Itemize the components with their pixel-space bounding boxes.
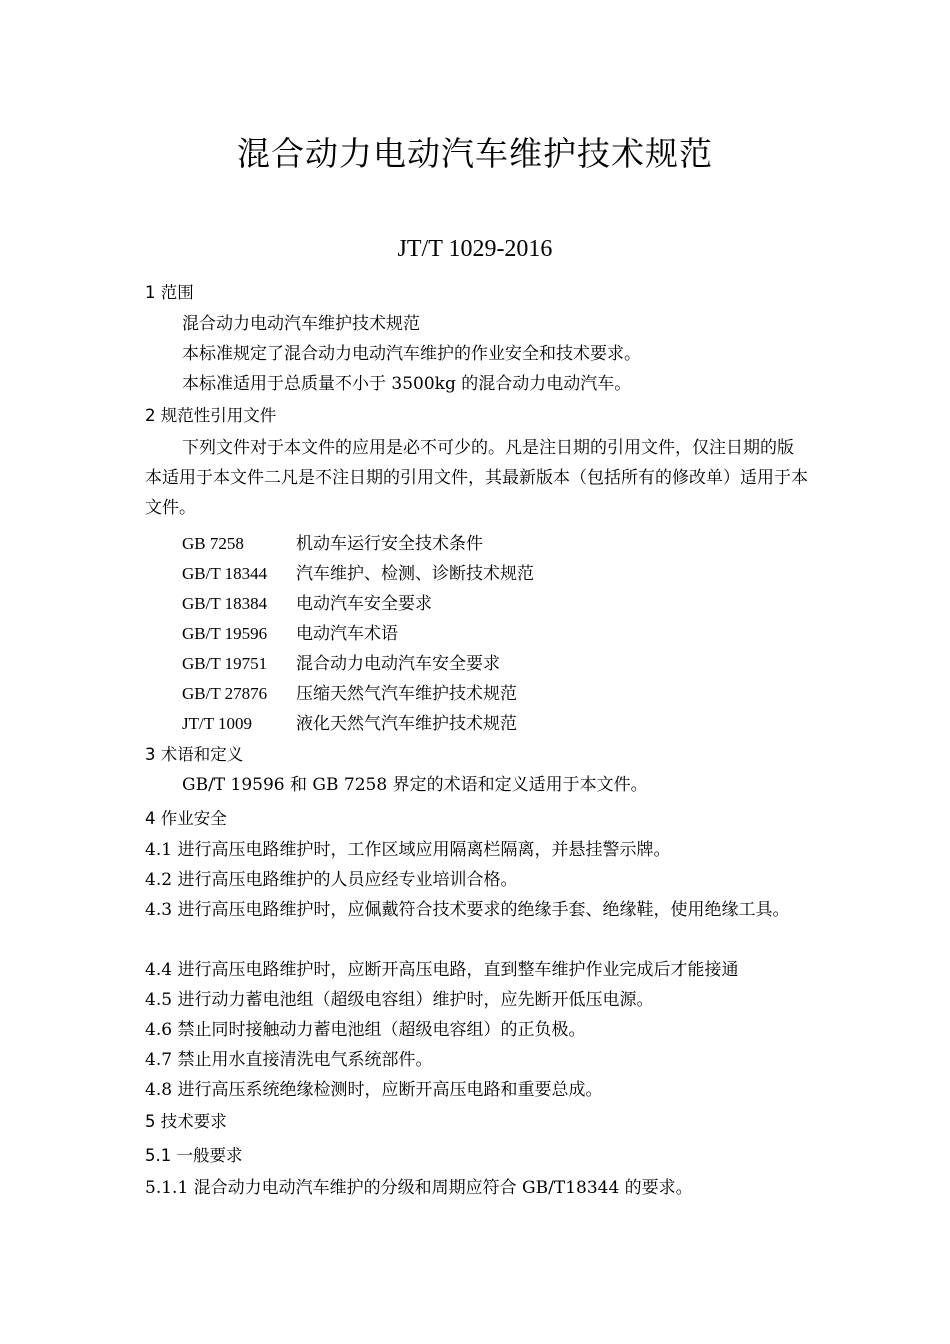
reference-code: GB/T 18344 (182, 564, 268, 583)
reference-code: GB/T 27876 (182, 684, 268, 703)
safety-item: 4.4 进行高压电路维护时，应断开高压电路，直到整车维护作业完成后才能接通 (145, 960, 739, 980)
reference-code: GB/T 18384 (182, 594, 268, 613)
section-heading-technical: 5 技术要求 (145, 1112, 227, 1131)
reference-item (182, 679, 517, 704)
section-heading-references: 2 规范性引用文件 (145, 406, 277, 425)
safety-item: 4.2 进行高压电路维护的人员应经专业培训合格。 (145, 870, 518, 890)
reference-item (182, 589, 432, 614)
reference-item (182, 559, 534, 584)
reference-title: 混合动力电动汽车安全要求 (296, 654, 500, 674)
references-intro: 下列文件对于本文件的应用是必不可少的。凡是注日期的引用文件，仅注日期的版本适用于本文件二凡是不注日期的引用文件，其最新版本（包括所有的修改单）适用于本文件。 (145, 438, 808, 518)
reference-title: 压缩天然气汽车维护技术规范 (296, 684, 517, 704)
terms-paragraph: GB/T 19596 和 GB 7258 界定的术语和定义适用于本文件。 (182, 775, 648, 795)
reference-item (182, 709, 517, 734)
reference-item (182, 649, 500, 674)
document-title: 混合动力电动汽车维护技术规范 (237, 134, 713, 173)
subsection-heading-general: 5.1 一般要求 (145, 1146, 243, 1165)
scope-paragraph-1: 混合动力电动汽车维护技术规范 (182, 314, 420, 334)
reference-title: 电动汽车术语 (296, 624, 398, 644)
reference-title: 汽车维护、检测、诊断技术规范 (296, 564, 534, 584)
reference-title: 液化天然气汽车维护技术规范 (296, 714, 517, 734)
standard-code: JT/T 1029-2016 (397, 236, 553, 262)
safety-item: 4.6 禁止同时接触动力蓄电池组（超级电容组）的正负极。 (145, 1020, 586, 1040)
reference-code: GB/T 19751 (182, 654, 268, 673)
reference-title: 电动汽车安全要求 (296, 594, 432, 614)
reference-title: 机动车运行安全技术条件 (296, 534, 483, 554)
section-heading-safety: 4 作业安全 (145, 809, 227, 828)
section-heading-scope: 1 范围 (145, 283, 194, 302)
safety-item: 4.5 进行动力蓄电池组（超级电容组）维护时，应先断开低压电源。 (145, 990, 654, 1010)
safety-item: 4.7 禁止用水直接清洗电气系统部件。 (145, 1050, 433, 1070)
safety-item: 4.3 进行高压电路维护时，应佩戴符合技术要求的绝缘手套、绝缘鞋，使用绝缘工具。 (145, 900, 790, 920)
safety-item: 4.1 进行高压电路维护时，工作区域应用隔离栏隔离，并悬挂警示牌。 (145, 840, 671, 860)
safety-item: 4.8 进行高压系统绝缘检测时，应断开高压电路和重要总成。 (145, 1080, 603, 1100)
reference-item (182, 529, 483, 554)
scope-paragraph-2: 本标准规定了混合动力电动汽车维护的作业安全和技术要求。 (182, 344, 641, 364)
scope-paragraph-3: 本标准适用于总质量不小于 3500kg 的混合动力电动汽车。 (182, 374, 632, 394)
reference-item (182, 619, 398, 644)
technical-item: 5.1.1 混合动力电动汽车维护的分级和周期应符合 GB/T18344 的要求。 (145, 1178, 693, 1198)
reference-code: JT/T 1009 (182, 714, 253, 733)
reference-code: GB 7258 (182, 534, 244, 553)
section-heading-terms: 3 术语和定义 (145, 745, 244, 764)
reference-code: GB/T 19596 (182, 624, 268, 643)
